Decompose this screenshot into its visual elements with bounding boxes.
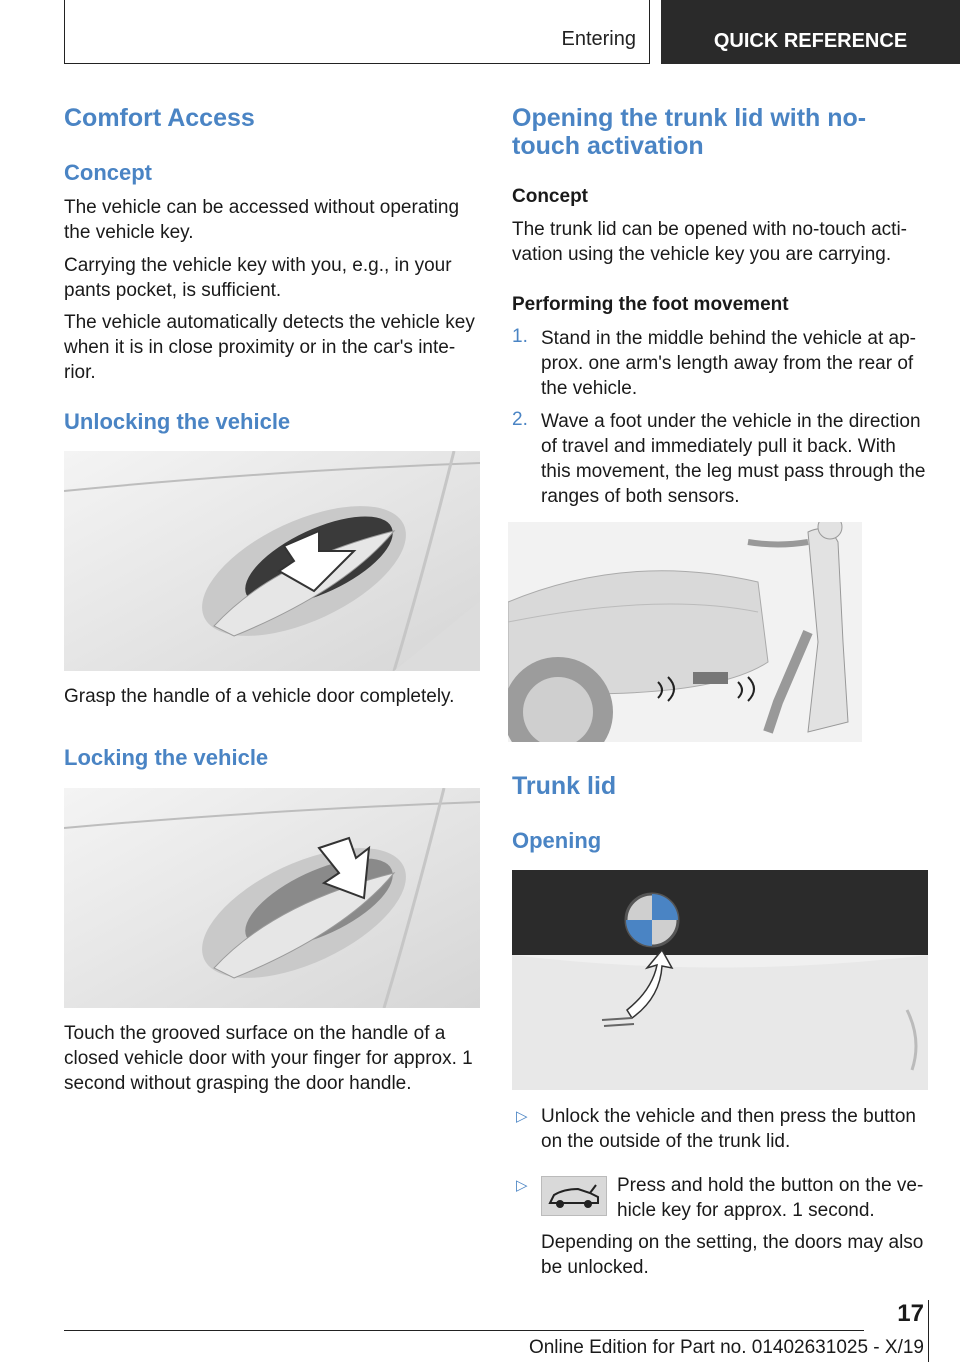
step-text: Stand in the middle behind the vehicle at ap‐prox. one arm's length away from the rear of the vehicle.	[541, 328, 916, 399]
edition-note: Online Edition for Part no. 01402631025 - X/19	[528, 1337, 924, 1358]
step-number: 1.	[512, 326, 528, 347]
bullet-marker: ▷	[516, 1108, 528, 1125]
bullet-text: Press and hold the button on the ve‐hicle key for approx. 1 second.	[617, 1175, 924, 1221]
concept-paragraph: Carrying the vehicle key with you, e.g., in your pants pocket, is sufficient.	[64, 255, 452, 301]
header-divider	[649, 0, 650, 64]
opening-heading: Opening	[512, 828, 602, 853]
car-trunk-key-icon	[541, 1176, 607, 1216]
bullet-subtext: Depending on the setting, the doors may also be unlocked.	[541, 1232, 924, 1278]
bullet-marker: ▷	[516, 1177, 528, 1194]
unlock-door-handle-image	[64, 451, 480, 671]
header-divider	[64, 0, 65, 64]
section-title: Entering	[561, 28, 636, 50]
step-text: Wave a foot under the vehicle in the direction of travel and immediately pull it back. With this movement, the leg must pass through the ranges of both sensors.	[541, 411, 926, 507]
concept-paragraph: The trunk lid can be opened with no-touch acti‐vation using the vehicle key you are carrying.	[512, 219, 908, 265]
bullet-text: Unlock the vehicle and then press the button on the outside of the trunk lid.	[541, 1106, 916, 1152]
trunk-lid-heading: Trunk lid	[512, 772, 617, 800]
step-number: 2.	[512, 409, 528, 430]
footer-divider	[928, 1300, 929, 1362]
locking-heading: Locking the vehicle	[64, 745, 269, 770]
foot-movement-image	[508, 522, 862, 742]
page-number: 17	[897, 1300, 924, 1327]
comfort-access-title: Comfort Access	[64, 104, 255, 132]
no-touch-title: Opening the trunk lid with no-touch activation	[512, 104, 867, 160]
unlocking-heading: Unlocking the vehicle	[64, 409, 291, 434]
trunk-button-image	[512, 870, 928, 1090]
lock-caption: Touch the grooved surface on the handle of a closed vehicle door with your finger for approx. 1 second without grasping the door handle.	[64, 1023, 473, 1094]
concept-heading: Concept	[512, 186, 588, 207]
concept-heading: Concept	[64, 160, 152, 185]
unlock-caption: Grasp the handle of a vehicle door completely.	[64, 686, 455, 707]
concept-paragraph: The vehicle automatically detects the vehicle key when it is in close proximity or in the car's inte‐rior.	[64, 312, 475, 383]
concept-paragraph: The vehicle can be accessed without operating the vehicle key.	[64, 197, 460, 243]
quick-reference-tab[interactable]: QUICK REFERENCE	[661, 0, 960, 64]
foot-movement-heading: Performing the foot movement	[512, 294, 789, 315]
lock-door-handle-image	[64, 788, 480, 1008]
footer-rule	[64, 1330, 864, 1331]
header-rule	[64, 63, 650, 64]
